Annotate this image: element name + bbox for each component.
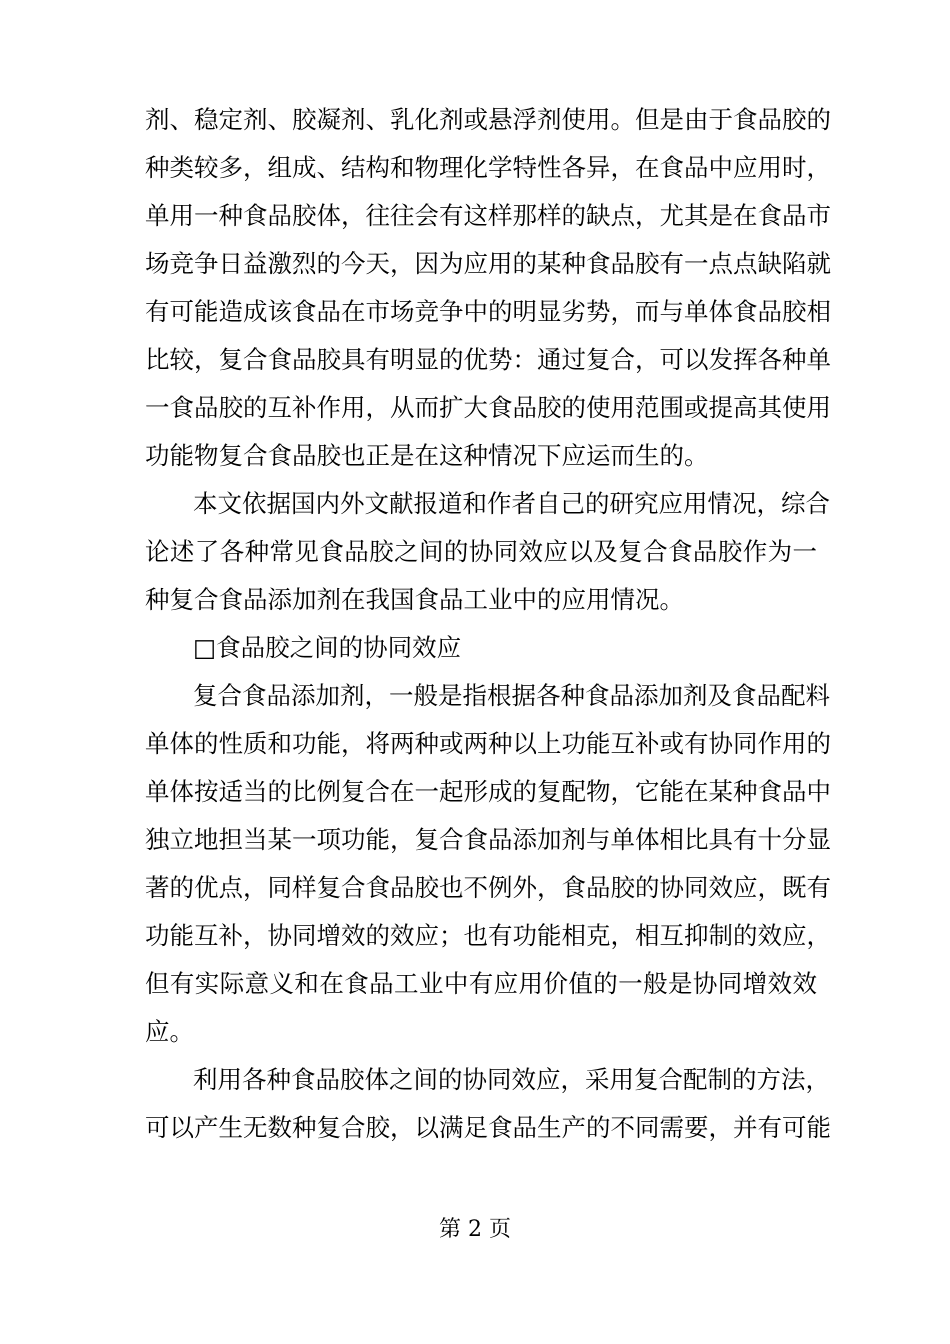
text-line: 功能物复合食品胶也正是在这种情况下应运而生的。 bbox=[145, 441, 709, 470]
text-line: 比较，复合食品胶具有明显的优势：通过复合，可以发挥各种单 bbox=[145, 345, 831, 374]
text-line: 复合食品添加剂，一般是指根据各种食品添加剂及食品配料 bbox=[193, 681, 830, 710]
heading-line: □食品胶之间的协同效应 bbox=[193, 633, 462, 662]
text-line: 利用各种食品胶体之间的协同效应，采用复合配制的方法， bbox=[193, 1065, 830, 1094]
text-line: 剂、稳定剂、胶凝剂、乳化剂或悬浮剂使用。但是由于食品胶的 bbox=[145, 105, 831, 134]
text-line: 著的优点，同样复合食品胶也不例外，食品胶的协同效应，既有 bbox=[145, 873, 831, 902]
paragraph bbox=[145, 96, 831, 480]
text-line: 独立地担当某一项功能，复合食品添加剂与单体相比具有十分显 bbox=[145, 825, 831, 854]
text-line: 一食品胶的互补作用，从而扩大食品胶的使用范围或提高其使用 bbox=[145, 393, 831, 422]
text-line: 单体的性质和功能，将两种或两种以上功能互补或有协同作用的 bbox=[145, 729, 831, 758]
text-line: 种类较多，组成、结构和物理化学特性各异，在食品中应用时， bbox=[145, 153, 831, 182]
text-line: 论述了各种常见食品胶之间的协同效应以及复合食品胶作为一 bbox=[145, 537, 817, 566]
text-line: 本文依据国内外文献报道和作者自己的研究应用情况，综合 bbox=[193, 489, 830, 518]
document-body bbox=[145, 96, 831, 1152]
page-number: 第 2 页 bbox=[439, 1217, 511, 1242]
paragraph bbox=[145, 1056, 831, 1152]
text-line: 单体按适当的比例复合在一起形成的复配物，它能在某种食品中 bbox=[145, 777, 831, 806]
text-line: 应。 bbox=[145, 1017, 194, 1046]
text-line: 功能互补，协同增效的效应；也有功能相克，相互抑制的效应， bbox=[145, 921, 831, 950]
text-line: 种复合食品添加剂在我国食品工业中的应用情况。 bbox=[145, 585, 684, 614]
text-line: 场竞争日益激烈的今天，因为应用的某种食品胶有一点点缺陷就 bbox=[145, 249, 831, 278]
paragraph bbox=[145, 672, 831, 1056]
section-heading bbox=[145, 624, 817, 672]
text-line: 可以产生无数种复合胶，以满足食品生产的不同需要，并有可能 bbox=[145, 1113, 831, 1142]
text-line: 但有实际意义和在食品工业中有应用价值的一般是协同增效效 bbox=[145, 969, 817, 998]
paragraph bbox=[145, 480, 830, 624]
text-line: 有可能造成该食品在市场竞争中的明显劣势，而与单体食品胶相 bbox=[145, 297, 831, 326]
text-line: 单用一种食品胶体，往往会有这样那样的缺点，尤其是在食品市 bbox=[145, 201, 831, 230]
